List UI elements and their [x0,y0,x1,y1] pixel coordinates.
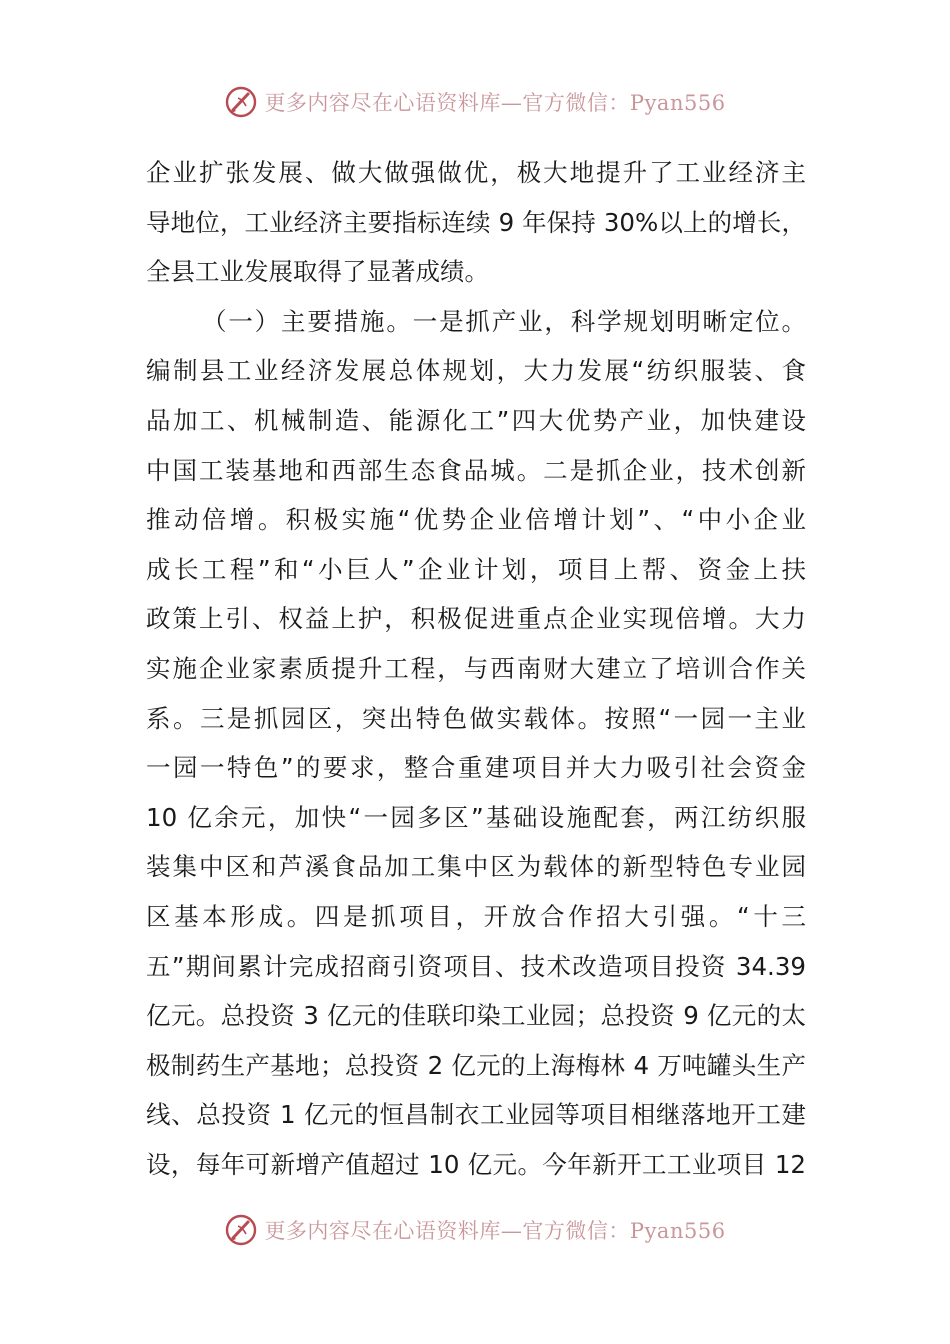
footer-watermark-banner [0,1210,950,1250]
text-line: 企业扩张发展、做大做强做优，极大地提升了工业经济主 [146,158,806,187]
text-line: 实施企业家素质提升工程，与西南财大建立了培训合作关 [146,653,806,683]
text-line: 成长工程”和“小巨人”企业计划，项目上帮、资金上扶 [146,554,806,584]
text-line: 线、总投资 1 亿元的恒昌制衣工业园等项目相继落地开工建 [146,1100,806,1130]
pen-logo-icon [224,1213,258,1247]
pen-logo-icon [224,85,258,119]
text-line: 政策上引、权益上护，积极促进重点企业实现倍增。大力 [146,604,806,634]
text-line: 亿元。总投资 3 亿元的佳联印染工业园；总投资 9 亿元的太 [146,1001,806,1031]
text-line: 导地位，工业经济主要指标连续 9 年保持 30%以上的增长， [146,207,806,237]
text-line: 10 亿余元，加快“一园多区”基础设施配套，两江纺织服 [146,802,806,832]
text-line: 极制药生产基地；总投资 2 亿元的上海梅林 4 万吨罐头生产 [146,1050,806,1080]
text-line: 全县工业发展取得了显著成绩。 [146,257,489,287]
header-watermark-text: 更多内容尽在心语资料库—官方微信：Pyan556 [264,91,726,115]
footer-watermark-text: 更多内容尽在心语资料库—官方微信：Pyan556 [264,1219,726,1243]
header-watermark-banner [0,82,950,122]
text-line: 推动倍增。积极实施“优势企业倍增计划”、“中小企业 [146,505,806,535]
text-line: 一园一特色”的要求，整合重建项目并大力吸引社会资金 [146,753,806,783]
text-line: 装集中区和芦溪食品加工集中区为载体的新型特色专业园 [146,852,806,882]
text-line: 区基本形成。四是抓项目，开放合作招大引强。“十三 [146,901,806,931]
document-body [146,148,806,1189]
text-line: 品加工、机械制造、能源化工”四大优势产业，加快建设 [146,405,806,435]
text-line: 编制县工业经济发展总体规划，大力发展“纺织服装、食 [146,356,806,386]
text-line: 设，每年可新增产值超过 10 亿元。今年新开工工业项目 12 [146,1149,806,1179]
section-heading-line: （一）主要措施。一是抓产业，科学规划明晰定位。 [202,306,806,336]
text-line: 中国工装基地和西部生态食品城。二是抓企业，技术创新 [146,455,806,485]
text-line: 五”期间累计完成招商引资项目、技术改造项目投资 34.39 [146,951,806,981]
text-line: 系。三是抓园区，突出特色做实载体。按照“一园一主业 [146,703,806,733]
